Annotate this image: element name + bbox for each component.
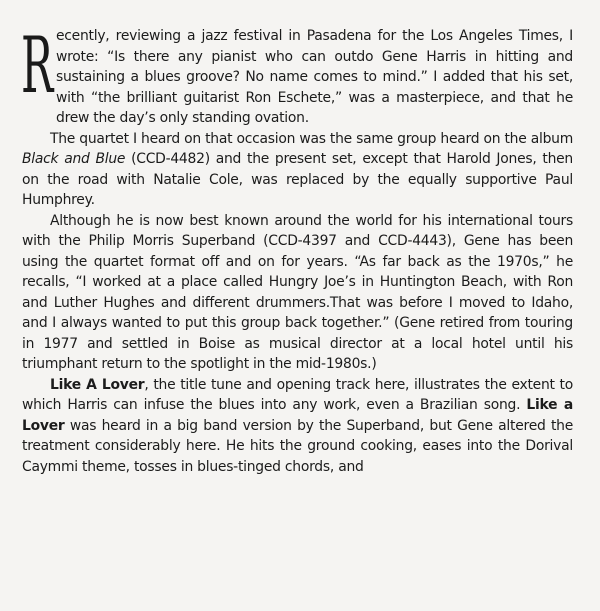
paragraph-4-part-1: , the title tune and opening track here, illustrates the extent to which Harris can infuse the blues into any work, even a Brazilian song. [22, 376, 573, 413]
paragraph-1-text: ecently, reviewing a jazz festival in Pasadena for the Los Angeles Times, I wrote: “Is there any pianist who can outdo Gene Harris in hitting and sustaining a blues groove? No name comes to mind.” I added that his set, with “the brilliant guitarist Ron Eschete,” was a masterpiece, and that he drew the day’s only standing ovation. [56, 28, 573, 126]
liner-notes-text [21, 21, 574, 477]
track-title-2: Like a Lover [22, 397, 574, 434]
drop-cap: R [21, 21, 54, 111]
paragraph-2-before: The quartet I heard on that occasion was the same group heard on the album [50, 130, 573, 147]
album-title: Black and Blue [22, 151, 126, 167]
track-title-1: Like A Lover [50, 376, 145, 393]
paragraph-2 [22, 129, 573, 211]
paragraph-2-after: (CCD-4482) and the present set, except that Harold Jones, then on the road with Natalie Cole, was replaced by the equally supportive Paul Humphrey. [22, 151, 573, 208]
paragraph-4-part-2: was heard in a big band version by the Superband, but Gene altered the treatment considerably here. He hits the ground cooking, eases into the Dorival Caymmi theme, tosses in blues-tinged chords, and [22, 417, 573, 475]
paragraph-1 [21, 21, 573, 129]
paragraph-3-text: Although he is now best known around the world for his international tours with the Philip Morris Superband (CCD-4397 and CCD-4443), Gene has been using the quartet format off and on for years. “As far back as the 1970s,” he recalls, “I worked at a place called Hungry Joe’s in Huntington Beach, with Ron and Luther Hughes and different drummers.That was before I moved to Idaho, and I always wanted to put this group back together.” (Gene retired from touring in 1977 and settled in Boise as musical director at a local hotel until his triumphant return to the spotlight in the mid-1980s.) [22, 212, 573, 372]
paragraph-4 [22, 375, 573, 478]
paragraph-3 [22, 211, 573, 375]
